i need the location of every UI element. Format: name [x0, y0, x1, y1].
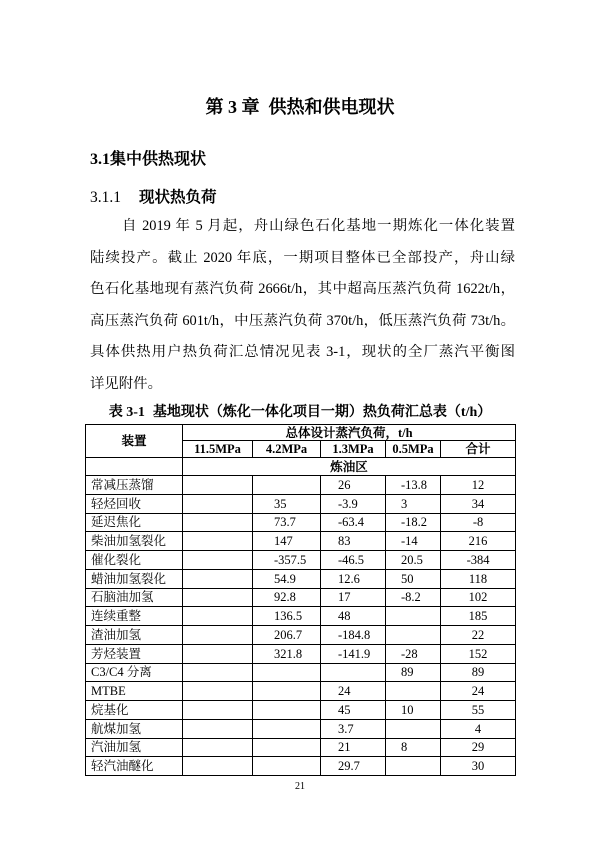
value-cell-0-5mpa: -14 — [386, 532, 441, 551]
value-cell-1-3mpa: 24 — [321, 682, 386, 701]
value-cell-total: 152 — [441, 644, 516, 663]
value-cell-total: 55 — [441, 701, 516, 720]
table-header-group: 总体设计蒸汽负荷，t/h — [183, 425, 516, 441]
value-cell-0-5mpa: 50 — [386, 569, 441, 588]
value-cell-1-3mpa: 83 — [321, 532, 386, 551]
value-cell-0-5mpa: 3 — [386, 494, 441, 513]
value-cell-0-5mpa — [386, 626, 441, 645]
body-paragraph — [90, 211, 515, 401]
value-cell-11-5mpa — [183, 551, 253, 570]
value-cell-0-5mpa: -13.8 — [386, 476, 441, 495]
device-name-cell: 轻烃回收 — [86, 494, 183, 513]
table-row — [86, 757, 516, 776]
value-cell-total: 216 — [441, 532, 516, 551]
value-cell-1-3mpa: 17 — [321, 588, 386, 607]
value-cell-11-5mpa — [183, 663, 253, 682]
value-cell-4-2mpa: 147 — [253, 532, 321, 551]
section-empty-cell — [86, 458, 183, 476]
column-header-11-5mpa: 11.5MPa — [183, 441, 253, 458]
value-cell-total: 34 — [441, 494, 516, 513]
value-cell-total: 22 — [441, 626, 516, 645]
device-name-cell: 柴油加氢裂化 — [86, 532, 183, 551]
value-cell-1-3mpa: 26 — [321, 476, 386, 495]
device-name-cell: 常减压蒸馏 — [86, 476, 183, 495]
value-cell-11-5mpa — [183, 682, 253, 701]
value-cell-total: 185 — [441, 607, 516, 626]
value-cell-1-3mpa: -184.8 — [321, 626, 386, 645]
value-cell-0-5mpa — [386, 719, 441, 738]
value-cell-11-5mpa — [183, 532, 253, 551]
table-row — [86, 494, 516, 513]
value-cell-total: 30 — [441, 757, 516, 776]
table-row — [86, 701, 516, 720]
table-caption — [0, 404, 600, 422]
value-cell-0-5mpa: 8 — [386, 738, 441, 757]
column-header-0-5mpa: 0.5MPa — [386, 441, 441, 458]
paragraph-line: 详见附件。 — [90, 375, 162, 392]
value-cell-1-3mpa: -3.9 — [321, 494, 386, 513]
chapter-name: 供热和供电现状 — [268, 97, 395, 117]
value-cell-1-3mpa: 48 — [321, 607, 386, 626]
value-cell-4-2mpa: 92.8 — [253, 588, 321, 607]
value-cell-4-2mpa: -357.5 — [253, 551, 321, 570]
column-header-total: 合计 — [441, 441, 516, 458]
value-cell-4-2mpa — [253, 719, 321, 738]
value-cell-11-5mpa — [183, 738, 253, 757]
value-cell-1-3mpa: -63.4 — [321, 513, 386, 532]
heat-load-table — [85, 424, 516, 776]
value-cell-4-2mpa: 206.7 — [253, 626, 321, 645]
subsection-title — [90, 188, 217, 208]
paragraph-line: 陆续投产。截止 2020 年底，一期项目整体已全部投产，舟山绿 — [90, 249, 515, 266]
value-cell-4-2mpa: 54.9 — [253, 569, 321, 588]
value-cell-total: -384 — [441, 551, 516, 570]
value-cell-4-2mpa: 73.7 — [253, 513, 321, 532]
value-cell-4-2mpa — [253, 682, 321, 701]
value-cell-11-5mpa — [183, 757, 253, 776]
value-cell-11-5mpa — [183, 701, 253, 720]
section-label: 炼油区 — [183, 458, 516, 476]
device-name-cell: 延迟焦化 — [86, 513, 183, 532]
paragraph-line: 具体供热用户热负荷汇总情况见表 3-1，现状的全厂蒸汽平衡图 — [90, 344, 515, 361]
table-row — [86, 569, 516, 588]
value-cell-0-5mpa — [386, 607, 441, 626]
value-cell-1-3mpa — [321, 663, 386, 682]
value-cell-1-3mpa: 21 — [321, 738, 386, 757]
value-cell-total: 24 — [441, 682, 516, 701]
value-cell-total: 118 — [441, 569, 516, 588]
value-cell-11-5mpa — [183, 644, 253, 663]
value-cell-total: -8 — [441, 513, 516, 532]
table-row — [86, 682, 516, 701]
value-cell-11-5mpa — [183, 719, 253, 738]
value-cell-4-2mpa: 136.5 — [253, 607, 321, 626]
value-cell-0-5mpa: 10 — [386, 701, 441, 720]
value-cell-1-3mpa: 12.6 — [321, 569, 386, 588]
table-row — [86, 738, 516, 757]
value-cell-4-2mpa — [253, 738, 321, 757]
value-cell-0-5mpa: 89 — [386, 663, 441, 682]
device-name-cell: MTBE — [86, 682, 183, 701]
device-name-cell: 催化裂化 — [86, 551, 183, 570]
value-cell-1-3mpa: 29.7 — [321, 757, 386, 776]
table-row — [86, 532, 516, 551]
value-cell-4-2mpa — [253, 701, 321, 720]
value-cell-1-3mpa: -141.9 — [321, 644, 386, 663]
device-name-cell: 渣油加氢 — [86, 626, 183, 645]
value-cell-11-5mpa — [183, 588, 253, 607]
table-row — [86, 551, 516, 570]
device-name-cell: 蜡油加氢裂化 — [86, 569, 183, 588]
value-cell-0-5mpa: -18.2 — [386, 513, 441, 532]
value-cell-4-2mpa: 321.8 — [253, 644, 321, 663]
chapter-label: 第 3 章 — [205, 97, 260, 117]
value-cell-total: 102 — [441, 588, 516, 607]
device-name-cell: 烷基化 — [86, 701, 183, 720]
table-row — [86, 588, 516, 607]
value-cell-1-3mpa: -46.5 — [321, 551, 386, 570]
table-row — [86, 719, 516, 738]
value-cell-0-5mpa — [386, 757, 441, 776]
subsection-number: 3.1.1 — [90, 189, 121, 206]
device-name-cell: 轻汽油醚化 — [86, 757, 183, 776]
device-name-cell: 芳烃装置 — [86, 644, 183, 663]
value-cell-1-3mpa: 45 — [321, 701, 386, 720]
value-cell-11-5mpa — [183, 607, 253, 626]
device-name-cell: 石脑油加氢 — [86, 588, 183, 607]
value-cell-total: 89 — [441, 663, 516, 682]
value-cell-4-2mpa: 35 — [253, 494, 321, 513]
table-caption-text: 基地现状（炼化一体化项目一期）热负荷汇总表（t/h） — [152, 405, 492, 420]
paragraph-line: 色石化基地现有蒸汽负荷 2666t/h，其中超高压蒸汽负荷 1622t/h， — [90, 281, 515, 298]
table-row — [86, 513, 516, 532]
value-cell-11-5mpa — [183, 569, 253, 588]
table-row — [86, 476, 516, 495]
value-cell-0-5mpa — [386, 682, 441, 701]
value-cell-11-5mpa — [183, 513, 253, 532]
value-cell-11-5mpa — [183, 494, 253, 513]
value-cell-0-5mpa: 20.5 — [386, 551, 441, 570]
value-cell-0-5mpa: -28 — [386, 644, 441, 663]
column-header-1-3mpa: 1.3MPa — [321, 441, 386, 458]
chapter-title — [0, 96, 600, 118]
section-title: 3.1集中供热现状 — [90, 151, 207, 168]
paragraph-line: 自 2019 年 5 月起，舟山绿色石化基地一期炼化一体化装置 — [122, 218, 515, 234]
table-row — [86, 626, 516, 645]
table-caption-label: 表 3-1 — [108, 405, 145, 420]
value-cell-11-5mpa — [183, 626, 253, 645]
table-section-row — [86, 458, 516, 476]
device-name-cell: 航煤加氢 — [86, 719, 183, 738]
table-row — [86, 607, 516, 626]
value-cell-4-2mpa — [253, 476, 321, 495]
value-cell-11-5mpa — [183, 476, 253, 495]
table-body — [86, 476, 516, 776]
column-header-4-2mpa: 4.2MPa — [253, 441, 321, 458]
value-cell-total: 4 — [441, 719, 516, 738]
page-number: 21 — [295, 781, 305, 792]
value-cell-total: 12 — [441, 476, 516, 495]
device-name-cell: C3/C4 分离 — [86, 663, 183, 682]
paragraph-line: 高压蒸汽负荷 601t/h，中压蒸汽负荷 370t/h，低压蒸汽负荷 73t/h。 — [90, 312, 515, 329]
table-header-row — [86, 425, 516, 441]
value-cell-0-5mpa: -8.2 — [386, 588, 441, 607]
value-cell-4-2mpa — [253, 757, 321, 776]
device-name-cell: 汽油加氢 — [86, 738, 183, 757]
table-header-device: 装置 — [86, 425, 183, 458]
value-cell-4-2mpa — [253, 663, 321, 682]
value-cell-1-3mpa: 3.7 — [321, 719, 386, 738]
value-cell-total: 29 — [441, 738, 516, 757]
subsection-name: 现状热负荷 — [139, 189, 217, 206]
table-row — [86, 644, 516, 663]
table-row — [86, 663, 516, 682]
device-name-cell: 连续重整 — [86, 607, 183, 626]
